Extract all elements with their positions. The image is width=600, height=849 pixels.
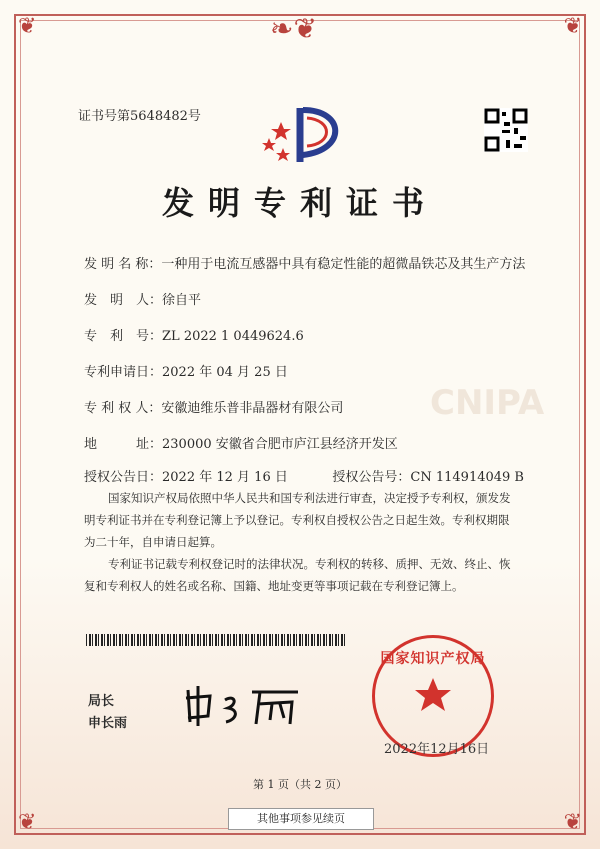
field-value: 230000 安徽省合肥市庐江县经济开发区 [162,437,398,452]
document-title: 发明专利证书 [161,184,438,222]
field-value: 2022 年 04 月 25 日 [162,365,288,380]
field-value: ZL 2022 1 0449624.6 [162,329,304,344]
field-label: 授权公告号： [332,470,411,485]
field-grant-number [332,466,524,485]
footer-note: 其他事项参见续页 [228,808,374,830]
signature-icon [180,680,310,730]
barcode [86,634,346,646]
field-value: 2022 年 12 月 16 日 [162,470,288,485]
paragraph-legal-status: 专利证书记载专利权登记时的法律状况。专利权的转移、质押、无效、终止、恢复和专利权人的姓名或名称、国籍、地址变更等事项记载在专利登记簿上。 [84,557,511,593]
field-label: 授权公告日： [84,470,163,485]
field-grant-date [84,466,288,485]
cnipa-logo-icon [255,100,350,170]
field-invention-title [84,253,525,272]
corner-ornament-icon: ❦ [563,14,582,39]
corner-ornament-icon: ❦ [563,810,582,835]
seal-text: 国家知识产权局 [380,651,486,667]
signatory-name: 申长雨 [88,716,128,731]
field-application-date [84,361,288,380]
signature [180,680,310,734]
top-ornament-icon: ❧❦ [270,12,317,45]
page-number: 第 1 页（共 2 页） [253,778,347,791]
field-value: 徐自平 [162,293,202,308]
certificate-number: 证书号第5648482号 [78,109,201,124]
watermark: CNIPA [430,383,545,423]
corner-ornament-icon: ❦ [18,14,37,39]
seal-date: 2022年12月16日 [384,742,490,757]
field-inventor [84,289,201,308]
field-label: 专 利 号： [84,329,163,344]
field-value: 安徽迪维乐普非晶器材有限公司 [161,401,344,416]
qr-code-icon [484,108,528,152]
grant-info-row [84,466,524,485]
body-paragraphs [84,487,518,597]
field-address [84,433,398,452]
field-value: CN 114914049 B [410,470,524,485]
field-label: 发 明 人： [84,293,163,308]
paragraph-grant-statement: 国家知识产权局依照中华人民共和国专利法进行审查，决定授予专利权，颁发发明专利证书并在专利登记簿上予以登记。专利权自授权公告之日起生效。专利权期限为二十年，自申请日起算。 [84,491,511,549]
field-label: 专利申请日： [84,365,163,380]
field-value: 一种用于电流互感器中具有稳定性能的超微晶铁芯及其生产方法 [161,257,526,272]
field-label: 发 明 名 称： [84,257,162,272]
field-patentee [84,397,343,416]
corner-ornament-icon: ❦ [18,810,37,835]
field-label: 地 址： [84,437,163,452]
field-patent-number [84,325,304,344]
national-emblem-icon [413,676,453,714]
signatory-title: 局长 [88,694,115,709]
field-label: 专 利 权 人： [84,401,162,416]
